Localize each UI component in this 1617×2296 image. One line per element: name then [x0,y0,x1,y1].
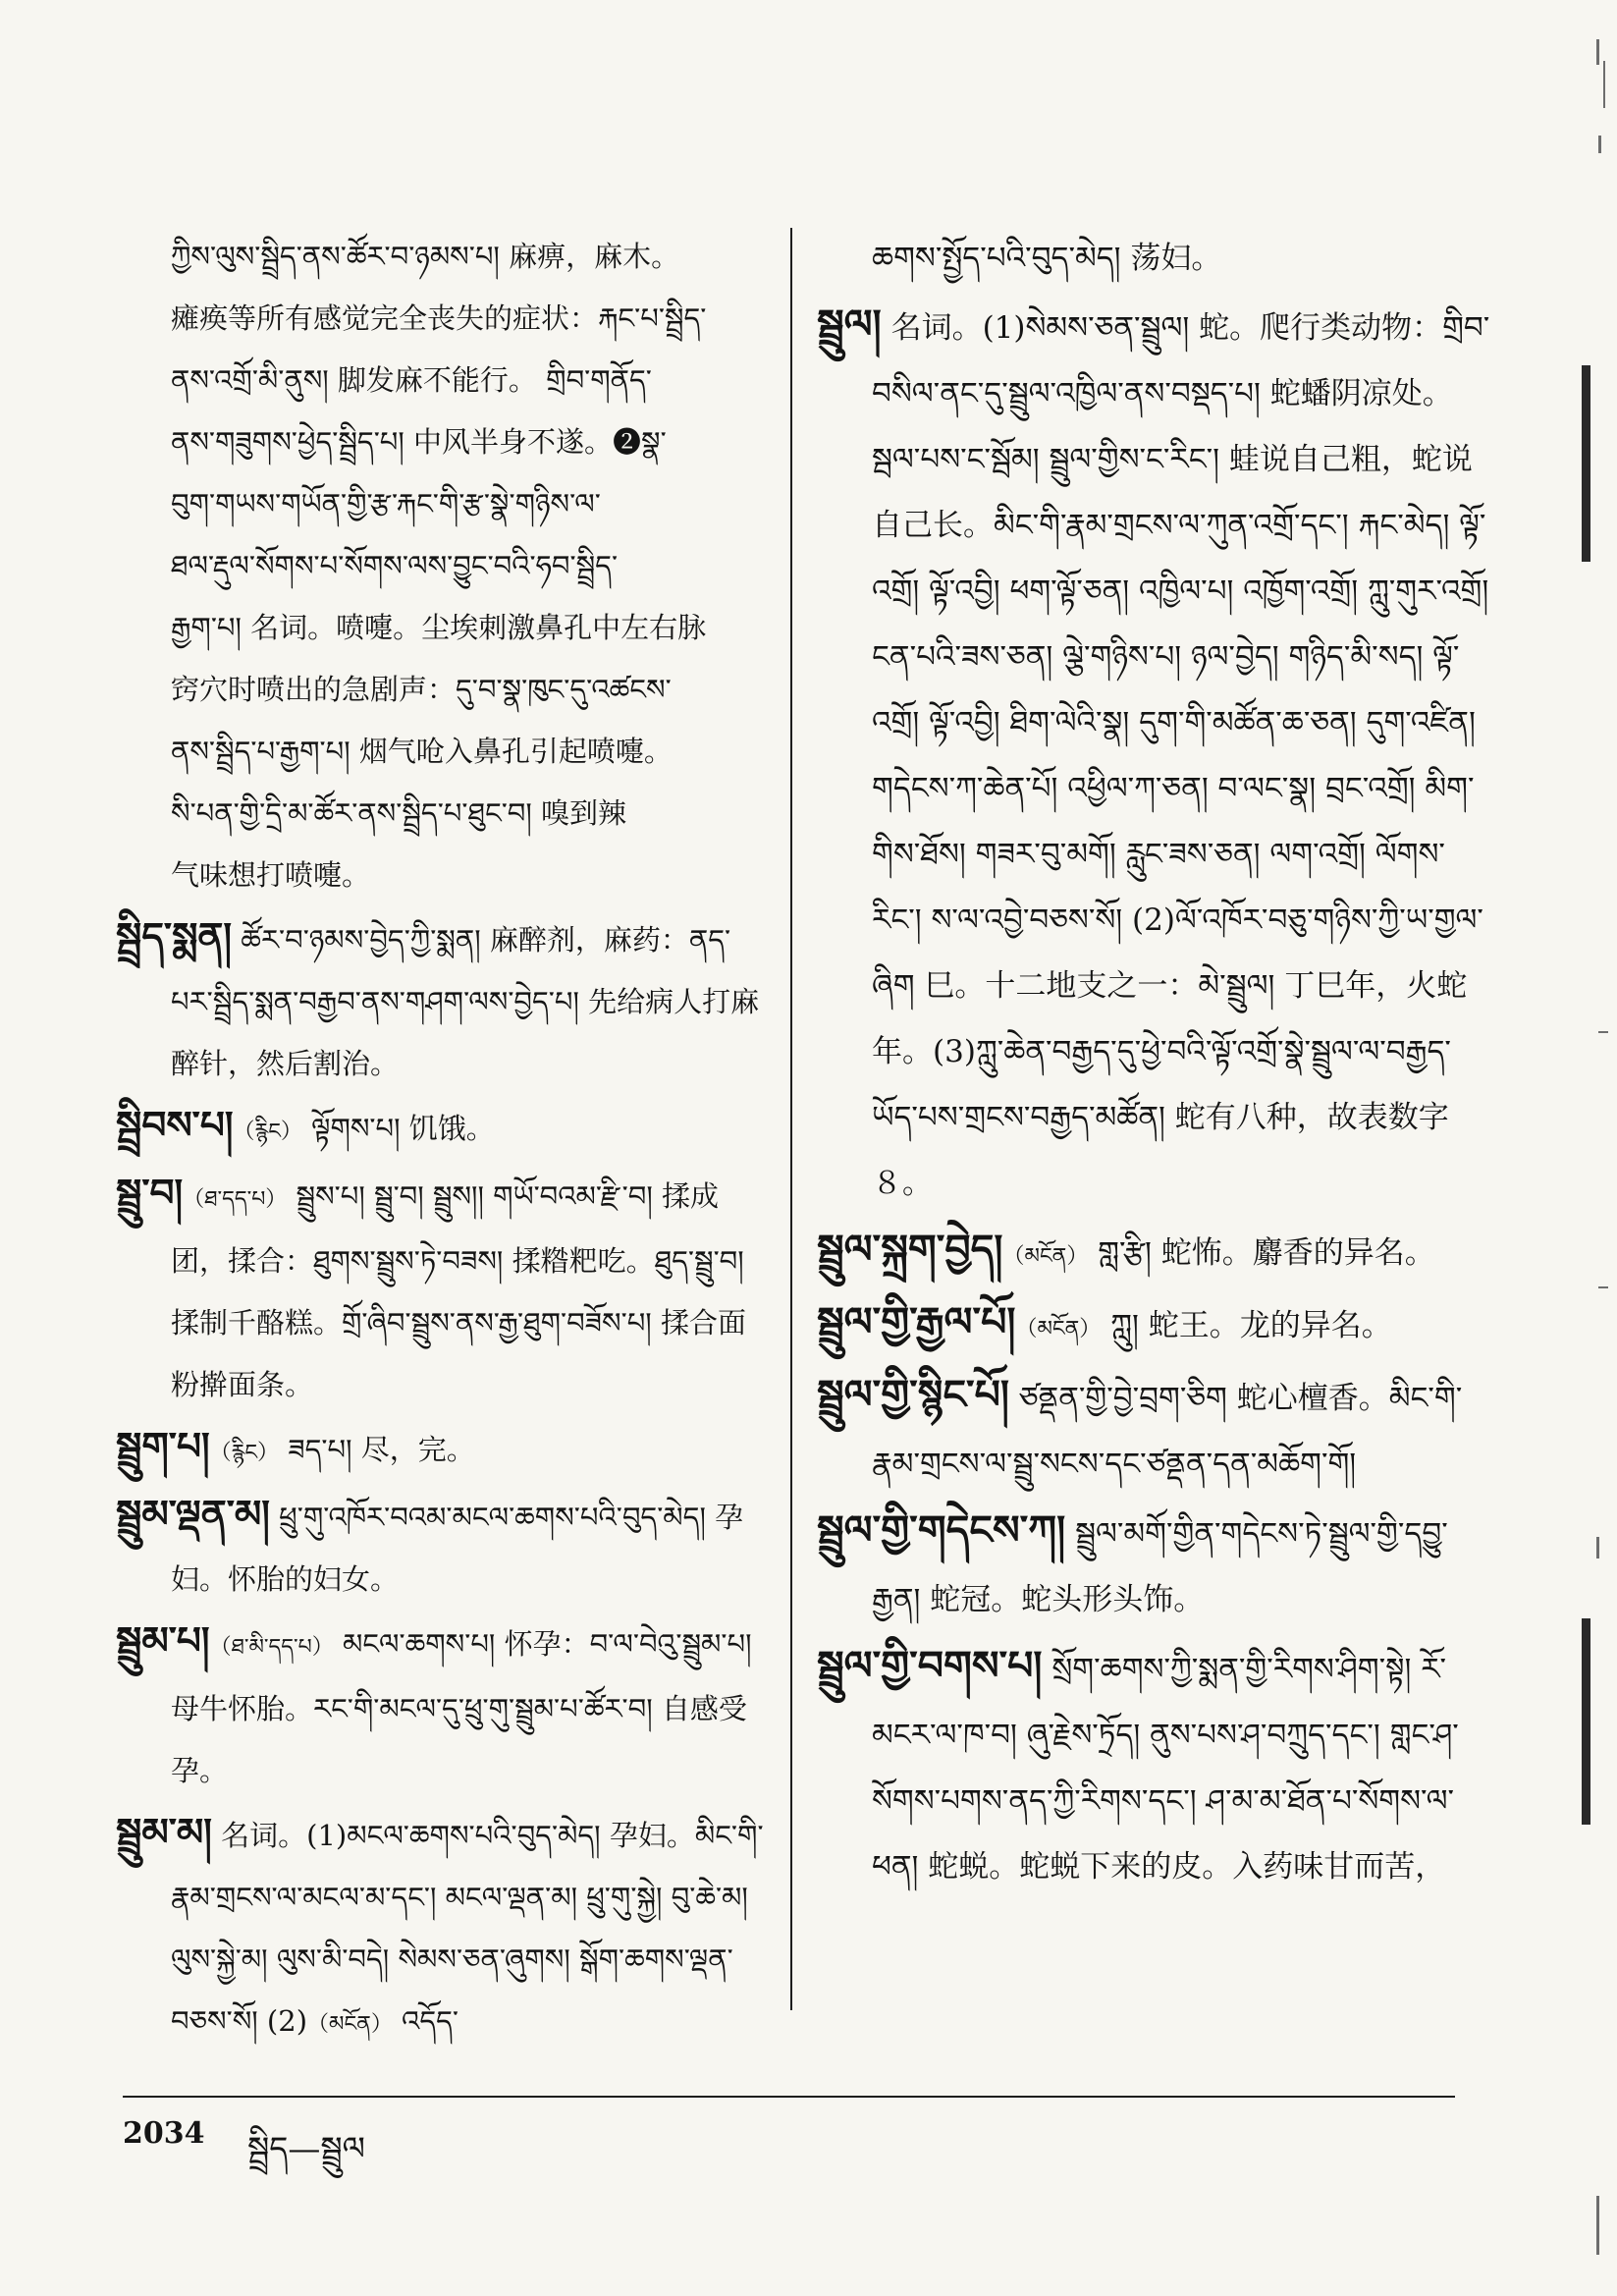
scan-edge-mark [1596,1537,1599,1558]
entry-continuation: རྒྱག་པ། 名词。喷嚏。尘埃刺激鼻孔中左右脉 [171,611,707,644]
entry-definition: 名词。(1)མངལ་ཆགས་པའི་བུད་མེད། 孕妇。མིང་གི་རྣམ་གྲངས་ལ་མངལ་མ་དང་། མངལ་ལྡན་མ། ཕྲུ་གུ་སྐྱེ། བུ་ཆེ་མ། ལུས་སྐྱེ་མ། ལུས་མི་བདེ། སེམས་ཅན་ཞུགས། སྒོག་ཆགས་ལྡན་བཅས་སོ། (2) [171,1819,764,2038]
entry-definition: ལྟོགས་པ། 饥饿。 [301,1112,495,1145]
dictionary-entry [116,1095,772,1163]
scan-edge-mark [1598,136,1601,153]
dictionary-entry [817,1362,1494,1498]
entry-register-mark: （ཐ་དད་པ） [183,1187,288,1212]
entry-definition: ཕྲུ་གུ་འཁོར་བའམ་མངལ་ཆགས་པའི་བུད་མེད། 孕妇。怀胎的妇女。 [171,1501,744,1596]
scan-edge-mark [1596,39,1599,65]
entry-definition: གླ་རྩི། 蛇怖。麝香的异名。 [1088,1235,1435,1271]
dictionary-entry [817,1633,1494,1900]
entry-definition: སྲོག་ཆགས་ཀྱི་སྨན་གྱི་རིགས་ཤིག་སྟེ། རོ་མངར་ལ་ཁ་བ། ཞུ་རྗེས་ཏྲོད། ནུས་པས་ཤ་བཀྲུད་དང་། གླང་ཤ་སོགས་པགས་ནད་ཀྱི་རིགས་དང་། ཤ་མ་མ་ཐོན་པ་སོགས་ལ་ཕན། 蛇蜕。蛇蜕下来的皮。入药味甘而苦， [872,1652,1459,1885]
entry-continuation: ནས་གཟུགས་ཕྱེད་སྦྲིད་པ། 中风半身不遂。❷སྣ་ [171,425,667,459]
scan-edge-mark [1596,2196,1599,2255]
entry-register-mark: （རྙིང） [233,1120,302,1144]
footer-rule [123,2096,1455,2098]
entry-definition: ཙནྡན་གྱི་བྱེ་བྲག་ཅིག 蛇心檀香。མིང་གི་རྣམ་གྲངས་ལ་སྦྲུ་སངས་དང་ཙནྡན་དན་མཆོག་གོ། [872,1381,1463,1482]
dictionary-entry [116,1802,772,2055]
entry-continuation: 窍穴时喷出的急剧声：དུ་བ་སྣ་ཁུང་དུ་འཚངས་ [171,673,672,706]
entry-register-mark: （རྙིང） [209,1441,280,1465]
entry-headword: སྦྲུམ་པ། [116,1618,210,1664]
entry-definition: སྦྲུས་པ། སྦྲུ་བ། སྦྲུས།། གཡོ་བའམ་རྫི་བ། 揉成团，揉合：ཐུགས་སྦྲུས་ཏེ་བཟས། 揉糌粑吃。ཐུད་སྦྲུ་བ། 揉制千酪糕。གྲོ་ཞིབ་སྦྲུས་ནས་རྒྱ་ཐུག་བཟོས་པ། 揉合面粉擀面条。 [171,1179,746,1401]
column-divider [790,228,792,2010]
entry-headword: སྦྲུལ་གྱི་གདེངས་ཀ། [817,1506,1066,1554]
dictionary-entry [116,1611,772,1802]
page-range: སྦྲིད—སྦྲུལ [247,2129,365,2167]
entry-headword: སྦྲུམ་ལྡན་མ། [116,1492,270,1537]
entry-definition: ཚོར་བ་ཉམས་བྱེད་ཀྱི་སྨན། 麻醉剂，麻药：ནད་པར་སྦྲིད་སྨན་བརྒྱབ་ནས་གཤག་ལས་བྱེད་པ། 先给病人打麻醉针，然后割治。 [171,923,760,1080]
entry-register-mark: （མངོན） [307,2012,393,2037]
entry-headword: སྦྲུག་པ། [116,1424,210,1469]
dictionary-entry [116,1163,772,1416]
entry-headword: སྦྲུལ་སྐྲག་བྱེད། [817,1226,1003,1273]
dictionary-entry [116,1416,772,1484]
entry-continuation: ཐལ་རྡུལ་སོགས་པ་སོགས་ལས་བྱུང་བའི་ཧབ་སྦྲིད་ [171,549,619,582]
entry-continuation: ཀྱིས་ལུས་སྦྲིད་ནས་ཚོར་བ་ཉམས་པ། 麻痹，麻木。 [171,240,680,273]
entry-continuation: 瘫痪等所有感觉完全丧失的症状：རྐང་པ་སྦྲིད་ [171,301,707,335]
scan-edge-bar [1582,1618,1590,1825]
entry-continuation: ནས་འགྲོ་མི་ནུས། 脚发麻不能行。 གྲིབ་གནོད་ [171,363,652,397]
entry-register-mark: （མངོན） [1002,1244,1089,1269]
entry-continuation: སི་པན་གྱི་དྲི་མ་ཚོར་ནས་སྦྲིད་པ་ཐུང་བ། 嗅到辣 [171,796,627,830]
entry-headword: སྦྲུལ་གྱི་སྙིང་པོ། [817,1371,1009,1418]
entry-register-mark: （ཐ་མི་དད་པ） [209,1635,334,1660]
entry-headword: སྦྲུམ་མ། [116,1810,212,1855]
scan-edge-mark [1598,1286,1608,1288]
dictionary-entry [116,906,772,1095]
dictionary-entry [817,1289,1494,1362]
entry-definition: ཀླུ། 蛇王。龙的异名。 [1101,1308,1392,1343]
dictionary-entry [817,292,1494,1217]
entry-headword: སྦྲུལ་གྱི་རྒྱལ་པོ། [817,1298,1016,1345]
entry-headword: སྦྲུལ་གྱི་བགས་པ། [817,1642,1043,1689]
scan-edge-mark [1598,1031,1608,1033]
right-column [817,226,1494,1900]
entry-continuation: ནས་སྦྲིད་པ་རྒྱག་པ། 烟气呛入鼻孔引起喷嚏。 [171,735,673,768]
entry-definition: 名词。(1)སེམས་ཅན་སྦྲུལ། 蛇。爬行类动物：གྲིབ་བསིལ་ནང་དུ་སྦྲུལ་འཁྱིལ་ནས་བསྡད་པ། 蛇蟠阴凉处。སྦལ་པས་ང་སྦོམ། སྦྲུལ་གྱིས་ང་རིང་། 蛙说自己粗，蛇说自己长。མིང་གི་རྣམ་གྲངས་ལ་ཀུན་འགྲོ་དང་། རྐང་མེད། ལྟོ་འགྲོ། ལྟོ་འབྱི། ཕག་ལྟོ་ཅན། འཁྱིལ་པ། འཁྱོག་འགྲོ། ཀླུ་གུར་འགྲོ། ངན་པའི་ཟས་ཅན། ལྕེ་གཉིས་པ། ཉལ་བྱེད། གཉིད་མི་སད། ལྟོ་འགྲོ། ལྟོ་འབྱི། ཐིག་ལེའི་སྣ། དུག་གི་མཚོན་ཆ་ཅན། དུག་འཛིན། གདེངས་ཀ་ཆེན་པོ། འཕྱིལ་ཀ་ཅན། བ་ལང་སྣ། བྲང་འགྲོ། མིག་གིས་ཐོས། གཟར་བུ་མགོ། རླུང་ཟས་ཅན། ལག་འགྲོ། ལོགས་རིང་། ས་ལ་འབྱེ་བཅས་སོ། (2)ལོ་འཁོར་བཅུ་གཉིས་ཀྱི་ཡ་གྱལ་ཞིག 巳。十二地支之一：མེ་སྦྲུལ། 丁巳年，火蛇年。(3)ཀླུ་ཆེན་བརྒྱད་དུ་ཕྱེ་བའི་ལྟོ་འགྲོ་སྣེ་སྦྲུལ་ལ་བརྒྱད་ཡོད་པས་གྲངས་བརྒྱད་མཚོན། 蛇有八种，故表数字８。 [872,310,1490,1201]
entry-headword: སྦྲིབས་པ། [116,1103,234,1148]
entry-continuation: ཆགས་སྤྱོད་པའི་བུད་མེད། 荡妇。 [872,241,1222,276]
dictionary-entry [116,1484,772,1611]
entry-definition: མངལ་ཆགས་པ། 怀孕：བ་ལ་བེའུ་སྦྲུམ་པ། 母牛怀胎。རང་གི་མངལ་དུ་ཕྲུ་གུ་སྦྲུམ་པ་ཚོར་བ། 自感受孕。 [171,1627,752,1787]
entry-continuation: 气味想打喷嚏。 [171,858,371,892]
dictionary-entry [817,1217,1494,1289]
dictionary-entry [817,1498,1494,1633]
entry-register-mark: （མངོན） [1015,1317,1102,1341]
entry-continuation: བུག་གཡས་གཡོན་གྱི་རྩ་རྐང་གི་རྩ་སྣེ་གཉིས་ལ་ [171,487,601,520]
entry-definition: ཟད་པ། 尽，完。 [279,1433,475,1466]
entry-definition: སྦྲུལ་མགོ་གྱིན་གདེངས་ཏེ་སྦྲུལ་གྱི་དབྱུ་རྒྱན། 蛇冠。蛇头形头饰。 [872,1516,1448,1617]
left-column [116,226,772,2055]
entry-headword: སྦྲིད་སྨན། [116,914,233,959]
entry-headword: སྦྲུ་བ། [116,1171,184,1216]
page-number: 2034 [123,2116,205,2151]
scan-edge-bar [1582,365,1590,562]
entry-definition: འདོད་ [392,2004,458,2038]
entry-headword: སྦྲུལ། [817,301,882,348]
scan-edge-mark [1603,61,1605,108]
